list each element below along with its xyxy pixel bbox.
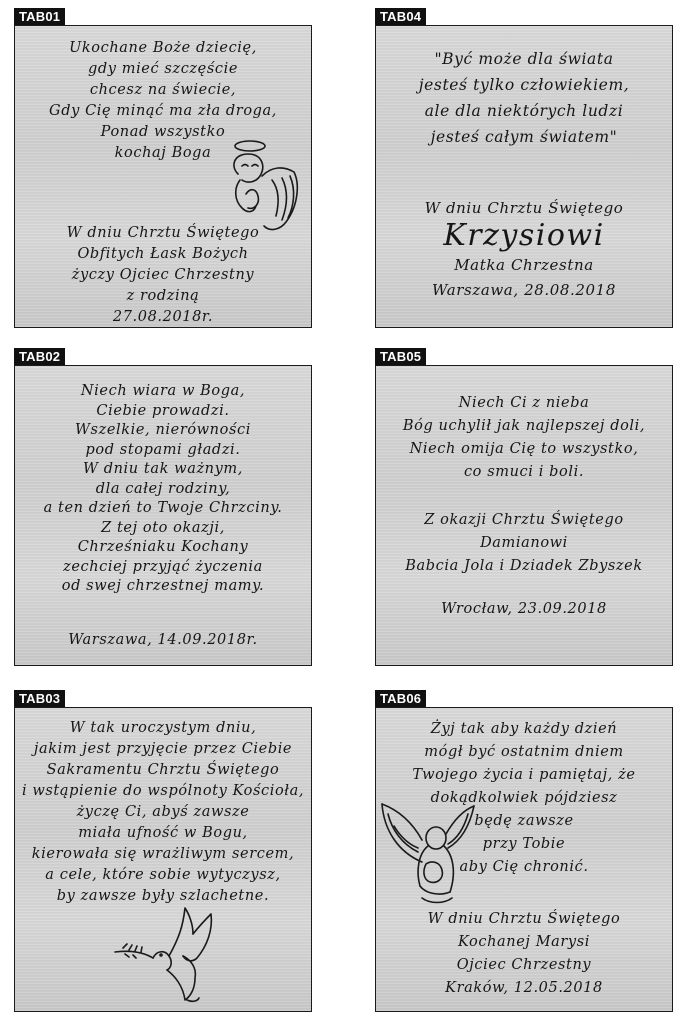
verse-line: życzę Ci, abyś zawsze — [76, 804, 250, 820]
verse-line: dokądkolwiek pójdziesz — [430, 790, 618, 806]
dedication-line: życzy Ojciec Chrzestny — [71, 267, 255, 283]
verse-line: co smuci i boli. — [463, 464, 585, 480]
dedication-text — [376, 198, 672, 303]
tag-label: TAB04 — [375, 8, 426, 25]
verse-line: Niech wiara w Boga, — [80, 383, 246, 399]
tag-label: TAB01 — [14, 8, 65, 25]
quote-line: jesteś tylko człowiekiem, — [418, 76, 630, 94]
verse-line: mógł być ostatnim dniem — [424, 744, 624, 760]
plaque-surface — [375, 25, 673, 328]
verse-line: Ponad wszystko — [100, 124, 226, 140]
date-text — [15, 630, 311, 651]
verse-line: zechciej przyjąć życzenia — [63, 558, 263, 575]
verse-line: i wstąpienie do wspólnoty Kościoła, — [21, 783, 305, 799]
dedication-text — [376, 509, 672, 578]
dedication-line: Babcia Jola i Dziadek Zbyszek — [405, 558, 643, 574]
dedication-line: W dniu Chrztu Świętego — [66, 225, 260, 241]
verse-line: będę zawsze — [474, 813, 574, 829]
verse-line: Sakramentu Chrztu Świętego — [46, 762, 280, 778]
quote-text — [376, 46, 672, 150]
dedication-line: Damianowi — [480, 535, 568, 551]
verse-line: Ciebie prowadzi. — [96, 402, 230, 419]
dedication-line: Obfitych Łask Bożych — [77, 246, 249, 262]
verse-line: kochaj Boga — [114, 145, 212, 161]
verse-line: a cele, które sobie wytyczysz, — [45, 867, 281, 883]
child-name: Krzysiowi — [443, 218, 605, 253]
plaque-surface — [375, 707, 673, 1012]
date-text — [376, 599, 672, 620]
verse-line: jakim jest przyjęcie przez Ciebie — [33, 741, 293, 757]
dedication-line: Kochanej Marysi — [458, 934, 590, 950]
verse-line: kierowała się wrażliwym sercem, — [31, 846, 295, 862]
verse-line: aby Cię chronić. — [459, 859, 589, 875]
verse-line: by zawsze były szlachetne. — [56, 888, 270, 904]
plaque-tab01[interactable] — [14, 8, 312, 328]
quote-line: "Być może dla świata — [434, 50, 614, 68]
verse-text — [15, 382, 311, 597]
verse-line: Ukochane Boże dziecię, — [69, 40, 257, 56]
tag-label: TAB06 — [375, 690, 426, 707]
quote-line: jesteś całym światem" — [430, 128, 618, 146]
dedication-text — [15, 223, 311, 328]
plaque-tab02[interactable] — [14, 348, 312, 666]
verse-line: chcesz na świecie, — [89, 82, 237, 98]
verse-line: a ten dzień to Twoje Chrzciny. — [43, 500, 283, 516]
dedication-line: Kraków, 12.05.2018 — [445, 980, 603, 996]
tag-label: TAB03 — [14, 690, 65, 707]
verse-line: dla całej rodziny, — [95, 480, 231, 497]
verse-text — [376, 392, 672, 484]
plaque-tab06[interactable] — [375, 690, 673, 1012]
dedication-line: W dniu Chrztu Świętego — [424, 199, 624, 217]
date-line: Wrocław, 23.09.2018 — [441, 601, 607, 617]
verse-line: od swej chrzestnej mamy. — [61, 578, 265, 594]
verse-line: Żyj tak aby każdy dzień — [430, 721, 618, 737]
plaque-surface — [375, 365, 673, 666]
plaque-surface — [14, 365, 312, 666]
verse-line: miała ufność w Bogu, — [78, 825, 248, 841]
guardian-angel-icon — [378, 800, 478, 910]
verse-line: Bóg uchylił jak najlepszej doli, — [402, 418, 646, 434]
verse-line: Chrześniaku Kochany — [77, 539, 249, 555]
dedication-line: Z okazji Chrztu Świętego — [424, 512, 624, 528]
dedication-line: 27.08.2018r. — [112, 309, 214, 325]
verse-line: Twojego życia i pamiętaj, że — [412, 767, 636, 783]
verse-line: pod stopami gładzi. — [85, 441, 241, 458]
dedication-line: Matka Chrzestna — [454, 256, 594, 274]
dedication-line: z rodziną — [126, 288, 200, 304]
dedication-line: W dniu Chrztu Świętego — [427, 911, 621, 927]
dedication-line: Warszawa, 28.08.2018 — [432, 281, 616, 299]
plaque-surface — [14, 25, 312, 328]
verse-line: W tak uroczystym dniu, — [69, 720, 257, 736]
tag-label: TAB05 — [375, 348, 426, 365]
verse-line: W dniu tak ważnym, — [83, 461, 243, 477]
verse-line: przy Tobie — [482, 836, 566, 852]
verse-line: Z tej oto okazji, — [101, 519, 225, 536]
plaque-tab04[interactable] — [375, 8, 673, 328]
dedication-line: Ojciec Chrzestny — [456, 957, 592, 973]
verse-line: Niech omija Cię to wszystko, — [409, 441, 639, 457]
dedication-text — [376, 908, 672, 1000]
plaque-surface — [14, 707, 312, 1012]
verse-line: Niech Ci z nieba — [458, 395, 590, 411]
verse-text — [15, 718, 311, 907]
plaque-tab03[interactable] — [14, 690, 312, 1012]
angel-icon — [220, 136, 310, 236]
tag-label: TAB02 — [14, 348, 65, 365]
verse-line: Wszelkie, nierówności — [75, 422, 251, 438]
verse-line: Gdy Cię minąć ma zła droga, — [49, 103, 277, 119]
verse-line: gdy mieć szczęście — [87, 61, 239, 77]
quote-line: ale dla niektórych ludzi — [424, 102, 624, 120]
date-line: Warszawa, 14.09.2018r. — [68, 632, 258, 648]
plaque-tab05[interactable] — [375, 348, 673, 666]
dove-icon — [113, 904, 223, 1004]
